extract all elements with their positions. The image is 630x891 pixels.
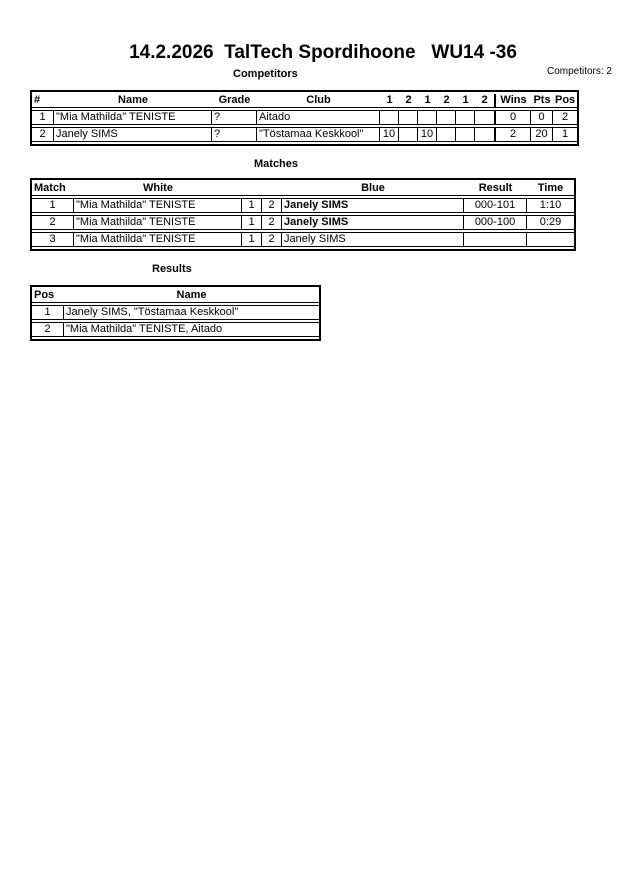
score-cell (475, 127, 494, 142)
page-title: 14.2.2026 TalTech Spordihoone WU14 -36 (129, 42, 517, 63)
header-club: Club (257, 94, 380, 108)
header-name: Name (54, 94, 212, 108)
header-score-3: 1 (418, 94, 437, 108)
competitor-club-cell: Aitado (257, 110, 380, 125)
result-cell: 000-101 (464, 198, 527, 213)
competitor-grade-cell: ? (212, 127, 257, 142)
pts-cell: 0 (531, 110, 553, 125)
time-cell: 0:29 (527, 215, 574, 230)
pos-cell: 1 (553, 127, 577, 142)
match-number-cell: 2 (32, 215, 74, 230)
match-row (32, 198, 574, 213)
results-section-title: Results (152, 263, 192, 275)
blue-number-cell: 2 (262, 215, 282, 230)
matches-header-row (32, 182, 574, 196)
wins-cell: 2 (494, 127, 531, 142)
score-cell: 10 (418, 127, 437, 142)
header-white: White (74, 182, 242, 196)
competitor-name-cell: Janely SIMS (54, 127, 212, 142)
pos-cell: 2 (553, 110, 577, 125)
header-blue-num (262, 182, 282, 196)
time-cell: 1:10 (527, 198, 574, 213)
match-row (32, 232, 574, 247)
blue-name-cell: Janely SIMS (282, 232, 464, 247)
result-row (32, 322, 319, 337)
score-cell (437, 127, 456, 142)
blue-number-cell: 2 (262, 198, 282, 213)
matches-table (30, 178, 576, 251)
header-pts: Pts (531, 94, 553, 108)
score-cell (399, 110, 418, 125)
header-time: Time (527, 182, 574, 196)
competitor-row (32, 110, 577, 125)
header-pos: Pos (32, 289, 64, 303)
result-row (32, 305, 319, 320)
match-row (32, 215, 574, 230)
blue-number-cell: 2 (262, 232, 282, 247)
header-score-1: 1 (380, 94, 399, 108)
competitor-club-cell: "Töstamaa Keskkool" (257, 127, 380, 142)
header-number: # (32, 94, 54, 108)
blue-name-cell: Janely SIMS (282, 198, 464, 213)
wins-cell: 0 (494, 110, 531, 125)
results-header-row (32, 289, 319, 303)
white-name-cell: "Mia Mathilda" TENISTE (74, 215, 242, 230)
result-name-cell: Janely SIMS, "Töstamaa Keskkool" (64, 305, 319, 320)
competitor-row (32, 127, 577, 142)
time-cell (527, 232, 574, 247)
competitor-name-cell: "Mia Mathilda" TENISTE (54, 110, 212, 125)
competitor-number-cell: 2 (32, 127, 54, 142)
header-wins: Wins (494, 94, 531, 108)
header-score-5: 1 (456, 94, 475, 108)
score-cell (380, 110, 399, 125)
score-cell (456, 127, 475, 142)
score-cell (475, 110, 494, 125)
competitors-header-row (32, 94, 577, 108)
competitor-grade-cell: ? (212, 110, 257, 125)
header-name: Name (64, 289, 319, 303)
result-pos-cell: 1 (32, 305, 64, 320)
result-cell (464, 232, 527, 247)
result-cell: 000-100 (464, 215, 527, 230)
header-score-6: 2 (475, 94, 494, 108)
competitors-count: Competitors: 2 (546, 66, 612, 77)
header-pos: Pos (555, 94, 576, 106)
header-white-num (242, 182, 262, 196)
score-cell: 10 (380, 127, 399, 142)
pts-cell: 20 (531, 127, 553, 142)
blue-name-cell: Janely SIMS (282, 215, 464, 230)
header-grade: Grade (212, 94, 257, 108)
white-number-cell: 1 (242, 198, 262, 213)
score-cell (456, 110, 475, 125)
score-cell (399, 127, 418, 142)
score-cell (418, 110, 437, 125)
header-score-2: 2 (399, 94, 418, 108)
header-result: Result (464, 182, 527, 196)
competitors-table (30, 90, 579, 146)
result-name-cell: "Mia Mathilda" TENISTE, Aitado (64, 322, 319, 337)
header-match: Match (32, 182, 74, 196)
matches-section-title: Matches (254, 158, 299, 170)
score-cell (437, 110, 456, 125)
result-pos-cell: 2 (32, 322, 64, 337)
competitor-number-cell: 1 (32, 110, 54, 125)
competitors-section-title: Competitors (233, 68, 298, 80)
header-blue: Blue (282, 182, 464, 196)
white-number-cell: 1 (242, 232, 262, 247)
white-name-cell: "Mia Mathilda" TENISTE (74, 198, 242, 213)
white-name-cell: "Mia Mathilda" TENISTE (74, 232, 242, 247)
match-number-cell: 1 (32, 198, 74, 213)
results-table (30, 285, 321, 341)
white-number-cell: 1 (242, 215, 262, 230)
header-score-4: 2 (437, 94, 456, 108)
match-number-cell: 3 (32, 232, 74, 247)
